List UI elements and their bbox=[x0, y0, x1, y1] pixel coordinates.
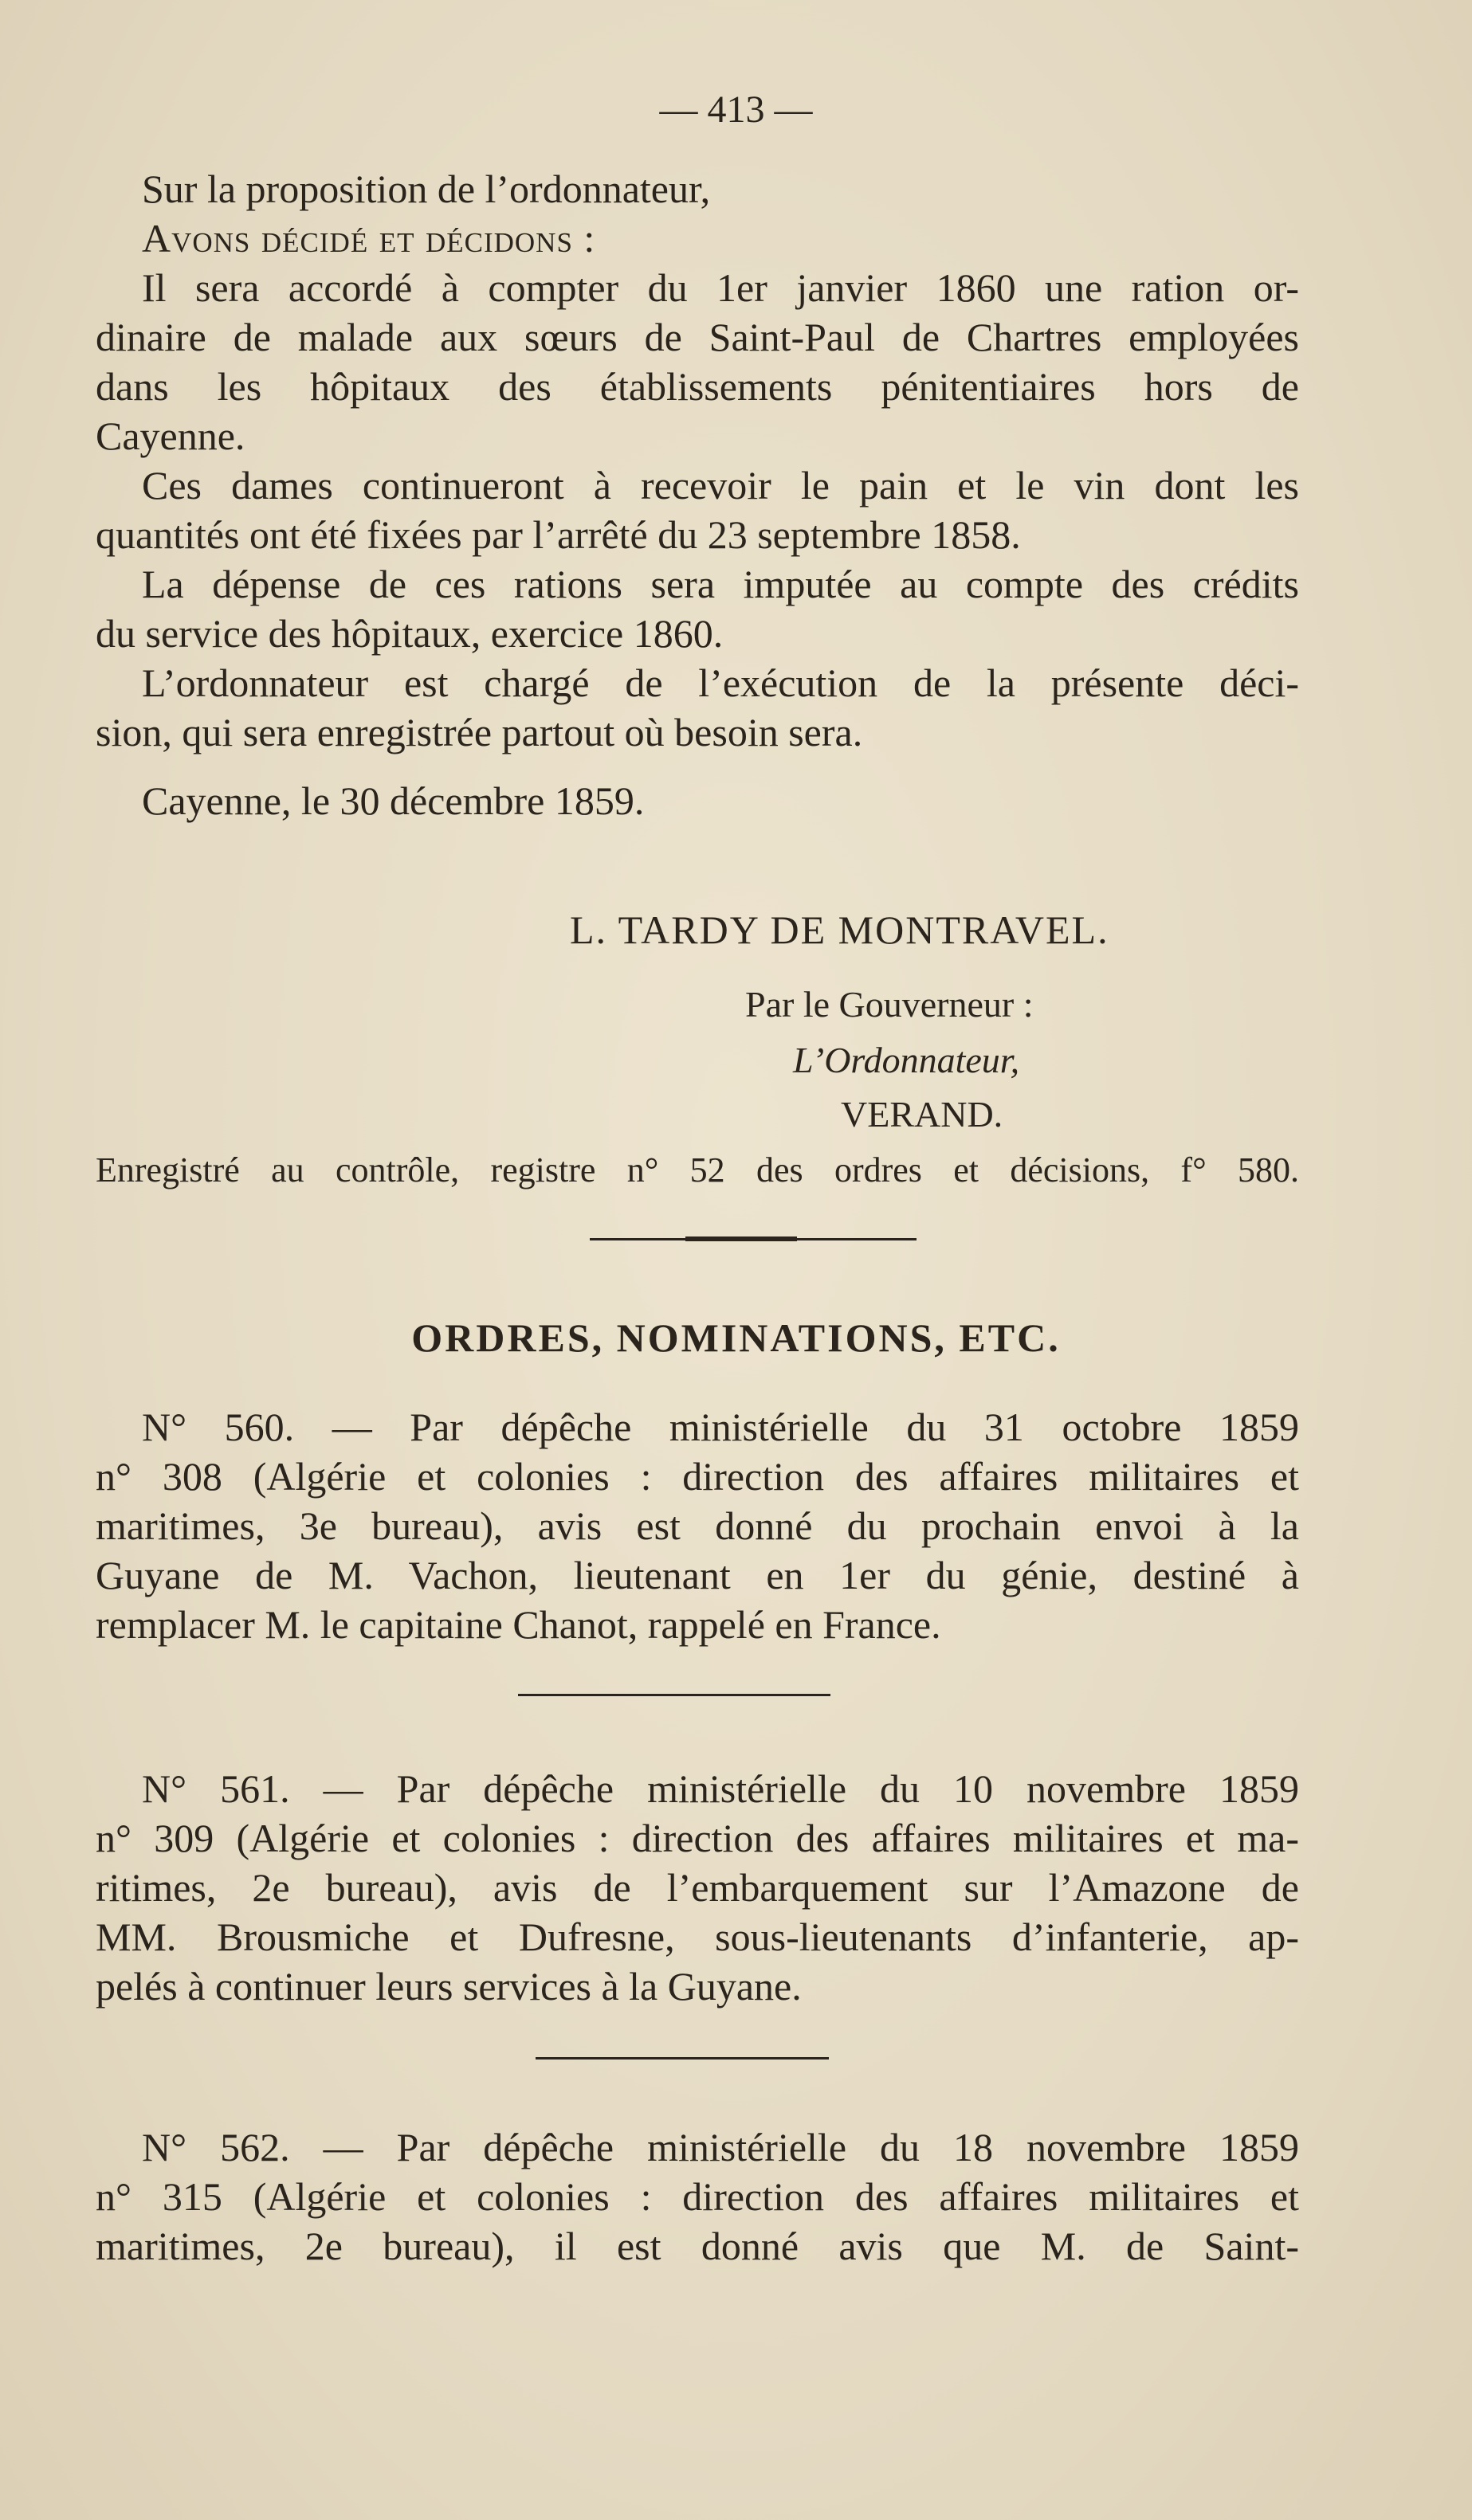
paragraph-4-line-1: L’ordonnateur est chargé de l’exécution de la présente déci- bbox=[142, 660, 1299, 705]
entry-560-line-3: maritimes, 3e bureau), avis est donné du prochain envoi à la bbox=[96, 1503, 1299, 1548]
paragraph-2-line-1: Ces dames continueront à recevoir le pain et le vin dont les bbox=[142, 463, 1299, 508]
signature-name: L. TARDY DE MONTRAVEL. bbox=[570, 907, 1109, 952]
entry-560-line-4: Guyane de M. Vachon, lieutenant en 1er du génie, destiné à bbox=[96, 1553, 1299, 1597]
paragraph-1-line-3: dans les hôpitaux des établissements pénitentiaires hors de bbox=[96, 364, 1299, 409]
paragraph-2-line-2: quantités ont été fixées par l’arrêté du 23 septembre 1858. bbox=[96, 512, 1021, 557]
entry-560 bbox=[96, 1402, 1299, 1649]
paragraph-1-line-4: Cayenne. bbox=[96, 413, 245, 458]
paragraph-3-line-1: La dépense de ces rations sera imputée au compte des crédits bbox=[142, 562, 1299, 606]
entry-560-line-2: n° 308 (Algérie et colonies : direction des affaires militaires et bbox=[96, 1454, 1299, 1499]
entry-560-line-1: N° 560. — Par dépêche ministérielle du 31 octobre 1859 bbox=[142, 1405, 1299, 1449]
entry-561-line-2: n° 309 (Algérie et colonies : direction des affaires militaires et ma- bbox=[96, 1816, 1299, 1860]
entry-561-line-4: MM. Brousmiche et Dufresne, sous-lieutenants d’infanterie, ap- bbox=[96, 1914, 1299, 1959]
entry-divider-1 bbox=[518, 1694, 830, 1696]
paragraph-1-line-2: dinaire de malade aux sœurs de Saint-Paul de Chartres employées bbox=[96, 315, 1299, 359]
decision-body bbox=[96, 164, 1299, 825]
entry-562-line-2: n° 315 (Algérie et colonies : direction des affaires militaires et bbox=[96, 2174, 1299, 2219]
page-number: — 413 — bbox=[659, 88, 813, 131]
entry-divider-2 bbox=[536, 2057, 829, 2060]
entry-562-line-3: maritimes, 2e bureau), il est donné avis que M. de Saint- bbox=[96, 2224, 1299, 2268]
entry-561-line-5: pelés à continuer leurs services à la Guyane. bbox=[96, 1964, 802, 2009]
section-divider-accent bbox=[685, 1236, 797, 1241]
registration-line: Enregistré au contrôle, registre n° 52 des ordres et décisions, f° 580. bbox=[96, 1150, 1299, 1189]
paragraph-4-line-2: sion, qui sera enregistrée partout où besoin sera. bbox=[96, 710, 863, 754]
paragraph-1-line-1: Il sera accordé à compter du 1er janvier 1860 une ration or- bbox=[142, 265, 1299, 310]
paragraph-3-line-2: du service des hôpitaux, exercice 1860. bbox=[96, 611, 724, 656]
signature-by: Par le Gouverneur : bbox=[745, 984, 1034, 1025]
entry-562-line-1: N° 562. — Par dépêche ministérielle du 18 novembre 1859 bbox=[142, 2125, 1299, 2169]
entry-561-line-3: ritimes, 2e bureau), avis de l’embarquement sur l’Amazone de bbox=[96, 1865, 1299, 1910]
decision-date: Cayenne, le 30 décembre 1859. bbox=[142, 778, 645, 823]
decided-line: Avons décidé et décidons : bbox=[142, 216, 596, 261]
signature-signer: VERAND. bbox=[841, 1094, 1003, 1135]
entry-560-line-5: remplacer M. le capitaine Chanot, rappelé en France. bbox=[96, 1602, 941, 1647]
intro-line: Sur la proposition de l’ordonnateur, bbox=[142, 167, 711, 211]
signature-role: L’Ordonnateur, bbox=[793, 1040, 1020, 1080]
section-heading: ORDRES, NOMINATIONS, ETC. bbox=[411, 1315, 1061, 1360]
entry-561 bbox=[96, 1764, 1299, 2011]
entry-562 bbox=[96, 2122, 1299, 2271]
entry-561-line-1: N° 561. — Par dépêche ministérielle du 10 novembre 1859 bbox=[142, 1766, 1299, 1811]
